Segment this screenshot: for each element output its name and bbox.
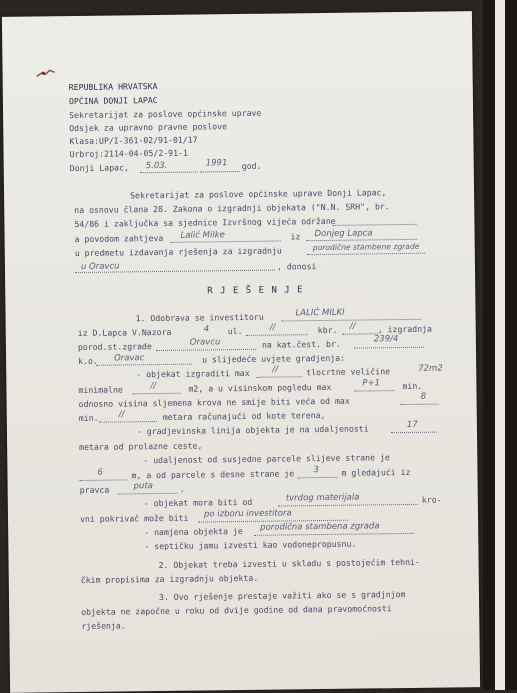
address-ul-value: //	[269, 322, 276, 333]
investor-address: iz D.Lapca V.Nazora	[77, 326, 172, 338]
address-kbr-label: kbr.	[317, 324, 338, 336]
village-line	[156, 349, 256, 351]
village-name: Oravcu	[189, 337, 221, 348]
address-number: 4	[203, 324, 210, 335]
direction-line	[118, 493, 178, 495]
right-distance-value: 3	[313, 465, 319, 476]
intro-line-3-blank	[332, 224, 416, 226]
material-label: - objekat mora biti od	[143, 496, 253, 509]
object-location: u Oravcu	[80, 261, 120, 272]
max-size-line	[256, 376, 302, 378]
conditions-intro: u slijedeće uvjete gradjenja:	[202, 352, 346, 365]
date-line	[140, 172, 198, 174]
address-ul-label: ul.	[227, 325, 243, 337]
max-size-value: //	[272, 364, 279, 375]
building-line-blank	[391, 432, 437, 434]
item-3-line-3: rješenja.	[81, 620, 126, 631]
applicant-name: Lalić Milke	[180, 230, 225, 241]
header-secretariat: Sekretarijat za poslove općinske uprave	[69, 107, 262, 121]
floors-min-label: min.	[402, 380, 423, 392]
parcel-line	[354, 347, 424, 349]
object-short: porod.st.zgrade	[77, 341, 152, 352]
header-municipality: OPĆINA DONJI LAPAC	[68, 94, 158, 107]
header-urbroj: Urbroj:2114-04-05/2-91-1	[69, 147, 188, 160]
paper-edge-strip	[495, 0, 505, 690]
minimum-value: //	[150, 381, 157, 392]
header-republic: REPUBLIKA HRVATSKA	[68, 81, 158, 93]
floors-value: P+1	[362, 378, 381, 389]
purpose-label: - namjena objekta je	[144, 525, 243, 538]
applicant-place-line	[307, 239, 417, 241]
building-line-value: 17	[406, 419, 418, 430]
material-value: tvrdog materijala	[285, 492, 360, 504]
ridge-line	[401, 404, 439, 405]
item-2-line-1: 2. Objekat treba izvesti u skladu s postojećim tehni-	[158, 556, 420, 571]
header-department: Odsjek za upravno pravne poslove	[69, 121, 228, 134]
intro-line-1: Sekretarijat za poslove općinske uprave Donji Lapac,	[130, 187, 387, 201]
document-page	[2, 11, 480, 693]
kbr-line	[342, 333, 378, 334]
ul-line	[246, 334, 308, 336]
applicant-line	[171, 241, 281, 243]
parcel-label: na kat.čest. br.	[261, 338, 341, 350]
ridge-label: odnosno visina sljemena krova ne smije biti veća od max	[78, 395, 350, 409]
floors-line	[354, 390, 394, 391]
applicant-place: Donjeg Lapca	[314, 228, 373, 240]
investor-name: LALIĆ MILKI	[295, 307, 345, 319]
footprint-value: 72m2	[418, 363, 443, 374]
ko-line	[96, 364, 192, 366]
item-3-line-2: objekta ne započne u roku od dvije godine od dana pravomoćnosti	[81, 603, 392, 617]
minimum-line	[132, 393, 180, 395]
right-distance-line	[298, 477, 338, 478]
intro-line-3: 54/86 i zaključka sa sjednice Izvršnog vijeća održane	[74, 215, 336, 230]
purpose-value: porodična stambena zgrada	[260, 521, 380, 533]
ridge-value: 8	[420, 391, 427, 402]
building-line-label: - gradjevinska linija objekta je na udaljenosti	[136, 423, 369, 437]
purpose-line	[254, 533, 414, 536]
intro-line-2: na osnovu člana 28. Zakona o izgradnji objekata ("N.N. SRH", br.	[74, 201, 390, 216]
ink-stain-mark	[35, 68, 57, 78]
direction-value: puta	[133, 481, 154, 492]
direction-label: pravca	[79, 484, 110, 495]
ko-label: k.o.	[78, 355, 98, 366]
ridge-min-value: //	[118, 409, 125, 420]
header-god: god.	[241, 160, 262, 171]
roof-label: vni pokrivač može biti	[79, 512, 189, 524]
left-distance-value: 6	[97, 467, 103, 478]
header-klasa: Klasa:UP/I-361-02/91-01/17	[69, 134, 198, 147]
ridge-min-label: min.	[78, 412, 99, 423]
left-distance-line	[80, 479, 128, 481]
road-distance-label: metara od prolazne ceste,	[79, 440, 203, 452]
intro-request: a povodom zahtjeva	[74, 232, 164, 245]
parcel-number: 239/4	[373, 334, 399, 345]
ridge-min-line	[99, 421, 157, 423]
roof-value: po izboru investitora	[203, 508, 292, 520]
item-1-intro: 1. Odobrava se investitoru	[135, 311, 264, 324]
object-line	[307, 253, 425, 255]
object-type: porodične stambene zgrade	[312, 241, 420, 253]
terrain-label: metara računajući od kote terena,	[162, 409, 326, 422]
max-size-label: - objekat izgraditi max	[136, 367, 250, 380]
header-place: Donji Lapac,	[69, 162, 129, 174]
minimum-label: minimalne	[78, 384, 123, 395]
footprint-label: tlocrtne veličine	[306, 366, 391, 378]
direction-end: .	[179, 483, 185, 494]
right-distance-label: m, a od parcele s desne strane je	[131, 468, 295, 481]
header-date: 5.03.	[145, 160, 168, 172]
item-3-line-1: 3. Ovo rješenje prestaje važiti ako se s gradjnjom	[158, 589, 406, 603]
intro-donosi: , donosi	[276, 261, 317, 272]
height-label: m2, a u visinskom pogledu max	[188, 381, 332, 394]
roof-label-start: kro-	[421, 494, 442, 505]
septic-tank-clause: - septičku jamu izvesti kao vodonepropusnu.	[144, 538, 357, 552]
build-label: , izgradnja	[377, 323, 433, 335]
document-title: R J E Š E N J E	[207, 285, 304, 297]
address-kbr-value: //	[349, 321, 356, 332]
material-line	[278, 504, 418, 507]
neighbor-distance-label: - udaljenost od susjedne parcele slijeve strane je	[143, 452, 390, 466]
ko-value: Oravac	[114, 353, 145, 364]
viewing-label: m gledajući iz	[341, 466, 411, 478]
intro-from: iz	[290, 231, 301, 242]
intro-subject: u predmetu izdavanja rješenja za izgradnju	[74, 245, 282, 259]
item-2-line-2: čkim propisima za izgradnju objekta.	[80, 572, 259, 585]
header-year: 1991	[205, 158, 228, 169]
year-line	[200, 171, 240, 172]
